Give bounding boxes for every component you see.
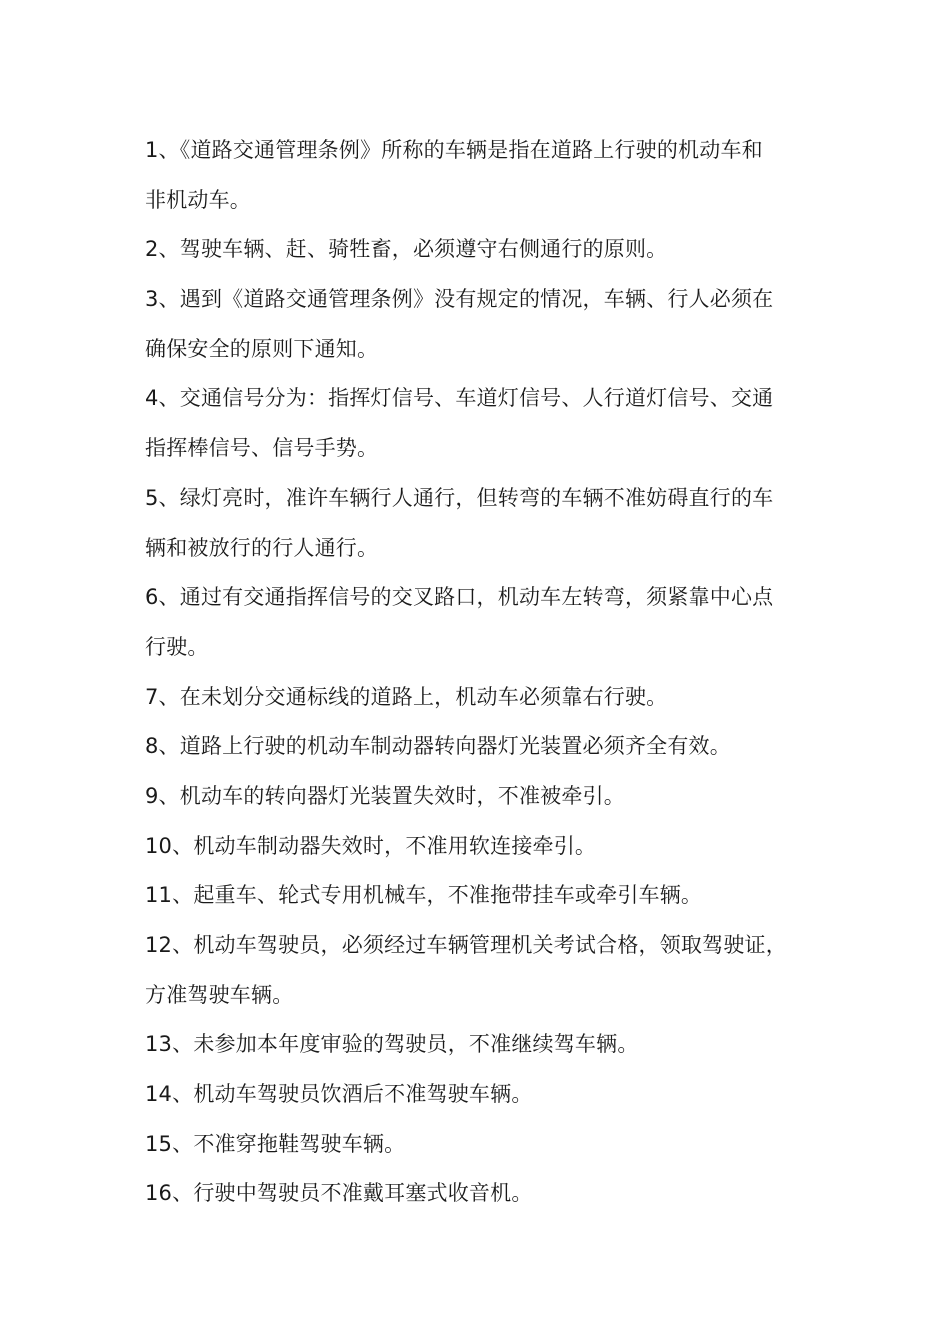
text-line-7: 指挥棒信号、信号手势。 <box>145 436 379 461</box>
text-line-5: 确保安全的原则下通知。 <box>145 336 379 361</box>
text-line-3: 2、驾驶车辆、赶、骑牲畜，必须遵守右侧通行的原则。 <box>145 237 668 262</box>
text-line-14: 9、机动车的转向器灯光装置失效时，不准被牵引。 <box>145 783 625 808</box>
text-line-2: 非机动车。 <box>145 187 251 212</box>
text-line-17: 12、机动车驾驶员，必须经过车辆管理机关考试合格，领取驾驶证， <box>145 933 787 957</box>
text-line-22: 16、行驶中驾驶员不准戴耳塞式收音机。 <box>145 1181 533 1206</box>
text-line-11: 行驶。 <box>145 634 209 659</box>
text-line-10: 6、通过有交通指挥信号的交叉路口，机动车左转弯，须紧靠中心点 <box>145 585 774 610</box>
text-line-12: 7、在未划分交通标线的道路上，机动车必须靠右行驶。 <box>145 684 668 709</box>
text-line-13: 8、道路上行驶的机动车制动器转向器灯光装置必须齐全有效。 <box>145 734 731 759</box>
text-line-6: 4、交通信号分为：指挥灯信号、车道灯信号、人行道灯信号、交通 <box>145 386 774 411</box>
text-line-9: 辆和被放行的行人通行。 <box>145 535 379 560</box>
text-line-16: 11、起重车、轮式专用机械车，不准拖带挂车或牵引车辆。 <box>145 883 703 908</box>
document-body <box>145 126 825 1219</box>
text-line-21: 15、不准穿拖鞋驾驶车辆。 <box>145 1131 406 1156</box>
text-line-18: 方准驾驶车辆。 <box>145 982 294 1007</box>
text-line-19: 13、未参加本年度审验的驾驶员，不准继续驾车辆。 <box>145 1032 639 1057</box>
text-line-8: 5、绿灯亮时，准许车辆行人通行，但转弯的车辆不准妨碍直行的车 <box>145 485 774 510</box>
text-line-1: 1、《道路交通管理条例》所称的车辆是指在道路上行驶的机动车和 <box>145 138 763 162</box>
text-line-4: 3、遇到《道路交通管理条例》没有规定的情况，车辆、行人必须在 <box>145 287 774 312</box>
text-line-15: 10、机动车制动器失效时，不准用软连接牵引。 <box>145 833 597 858</box>
text-line-20: 14、机动车驾驶员饮酒后不准驾驶车辆。 <box>145 1082 533 1107</box>
